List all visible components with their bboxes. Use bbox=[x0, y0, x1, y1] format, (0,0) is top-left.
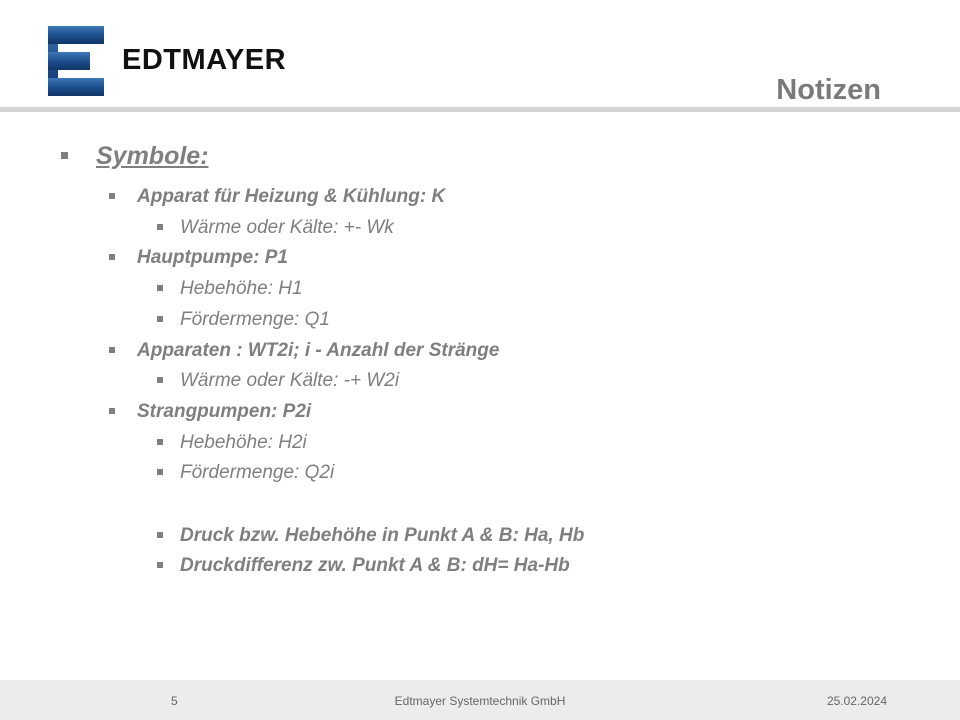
footer-date: 25.02.2024 bbox=[826, 694, 887, 708]
list-item: Druck bzw. Hebehöhe in Punkt A & B: Ha, Hb bbox=[180, 525, 585, 546]
slide-footer bbox=[0, 680, 960, 720]
list-item: Strangpumpen: P2i bbox=[137, 401, 312, 422]
list-item: Apparat für Heizung & Kühlung: K bbox=[137, 186, 446, 207]
list-item: Hebehöhe: H1 bbox=[180, 278, 303, 299]
list-item: Wärme oder Kälte: -+ W2i bbox=[180, 370, 400, 391]
page-title: Notizen bbox=[776, 74, 881, 106]
bullet-icon bbox=[157, 532, 163, 538]
list-item: Fördermenge: Q1 bbox=[180, 309, 330, 330]
bullet-icon bbox=[157, 377, 163, 383]
list-item: Wärme oder Kälte: +- Wk bbox=[180, 217, 394, 238]
bullet-icon bbox=[109, 254, 115, 260]
list-item: Hebehöhe: H2i bbox=[180, 432, 307, 453]
list-item: Fördermenge: Q2i bbox=[180, 462, 335, 483]
bullet-icon bbox=[157, 562, 163, 568]
list-item: Apparaten : WT2i; i - Anzahl der Stränge bbox=[137, 340, 500, 361]
bullet-icon bbox=[109, 193, 115, 199]
list-heading: Symbole: bbox=[96, 142, 209, 170]
list-item: Druckdifferenz zw. Punkt A & B: dH= Ha-Hb bbox=[180, 555, 570, 576]
bullet-icon bbox=[61, 152, 68, 159]
bullet-icon bbox=[157, 224, 163, 230]
list-item: Hauptpumpe: P1 bbox=[137, 247, 288, 268]
page-number: 5 bbox=[171, 694, 178, 708]
footer-company: Edtmayer Systemtechnik GmbH bbox=[394, 694, 566, 708]
bullet-icon bbox=[109, 347, 115, 353]
logo-text: EDTMAYER bbox=[122, 44, 287, 76]
bullet-icon bbox=[157, 316, 163, 322]
bullet-icon bbox=[157, 469, 163, 475]
bullet-icon bbox=[157, 439, 163, 445]
bullet-icon bbox=[109, 408, 115, 414]
bullet-icon bbox=[157, 285, 163, 291]
